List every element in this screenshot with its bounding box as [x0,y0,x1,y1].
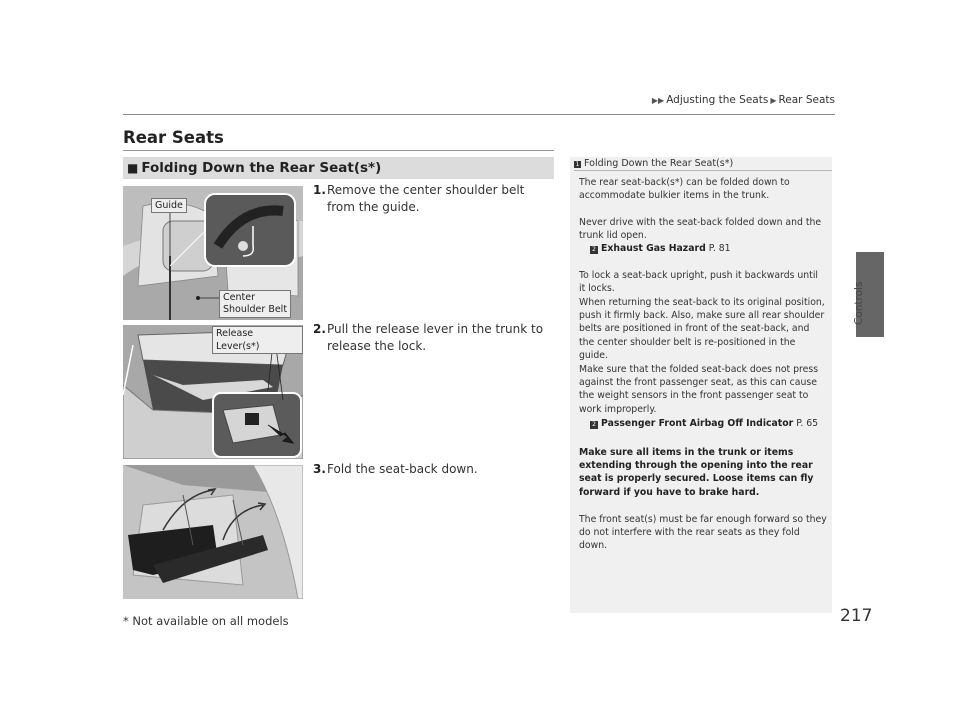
step-2 [313,321,553,355]
figure-center-belt-guide [123,186,303,320]
subsection-title: Folding Down the Rear Seat(s*) [141,160,382,176]
note-p1: The rear seat-back(s*) can be folded down to accommodate bulkier items in the trunk. [579,177,790,202]
ref-exhaust-page[interactable]: P. 81 [708,243,731,254]
note-p3: To lock a seat-back upright, push it backwards until it locks. [579,270,818,295]
note-p4: When returning the seat-back to its original position, push it firmly back. Also, make sure all rear shoulder belts are positioned in front of the seat-back, and the center shoulder belt is re-positioned in the guide. [579,297,825,361]
breadcrumb-level2[interactable]: Rear Seats [778,94,835,106]
breadcrumb-separator-icon: ▶ [770,96,777,105]
note-heading-rule [574,170,832,171]
breadcrumb-level1[interactable]: Adjusting the Seats [666,94,769,106]
ref-airbag-title[interactable]: Passenger Front Airbag Off Indicator [601,418,794,429]
subsection-marker-icon: ■ [127,161,139,175]
note-ref-airbag [579,417,838,430]
step-1-number: 1. [313,183,326,197]
step-3-text: Fold the seat-back down. [327,462,478,476]
figure-fold-seatback [123,465,303,599]
step-3-row [313,461,553,478]
breadcrumb [490,94,835,106]
step-3 [313,461,553,478]
note-p6: The front seat(s) must be far enough forward so they do not interfere with the rear seats as they fold down. [579,514,827,552]
step-2-row [313,321,553,355]
label-guide: Guide [151,198,187,213]
label-release-lever: Release Lever(s*) [212,326,303,354]
header-rule [123,114,835,115]
label-shoulder-belt: Shoulder Belt [223,304,288,315]
note-warning-text: Make sure all items in the trunk or items extending through the opening into the rear seat is properly secured. Loose items can fly forward if you have to brake hard. [579,447,814,498]
footnote: * Not available on all models [123,614,289,628]
step-2-number: 2. [313,322,326,336]
note-heading-text: Folding Down the Rear Seat(s*) [584,158,734,169]
note-p5: Make sure that the folded seat-back does not press against the front passenger seat, as this can cause the weight sensors in the front passenger seat to work improperly. [579,364,819,415]
step-3-number: 3. [313,462,326,476]
folding-seat-illustration [123,465,303,599]
ref-airbag-page[interactable]: P. 65 [796,418,819,429]
side-tab-label[interactable]: Controls [853,281,865,325]
note-warning [579,446,827,499]
section-rule [123,150,554,151]
step-1 [313,182,553,216]
label-center: Center [223,292,255,303]
cross-reference-icon: 2 [590,246,598,254]
note-ref-exhaust [579,242,838,255]
note-heading [574,158,733,169]
note-ref-icon: 1 [575,161,580,168]
figure-release-lever [123,325,303,459]
step-1-text: Remove the center shoulder belt from the guide. [327,183,525,214]
note-p2: Never drive with the seat-back folded down and the trunk lid open. [579,217,822,242]
page-number: 217 [840,606,873,626]
subsection-heading [123,157,554,179]
label-center-shoulder-belt [219,290,291,318]
cross-reference-icon: 2 [590,421,598,429]
step-1-row [313,182,553,216]
ref-exhaust-title[interactable]: Exhaust Gas Hazard [601,243,706,254]
breadcrumb-marker: ▶▶ [651,96,665,105]
step-2-text: Pull the release lever in the trunk to release the lock. [327,322,544,353]
section-title: Rear Seats [123,128,224,147]
